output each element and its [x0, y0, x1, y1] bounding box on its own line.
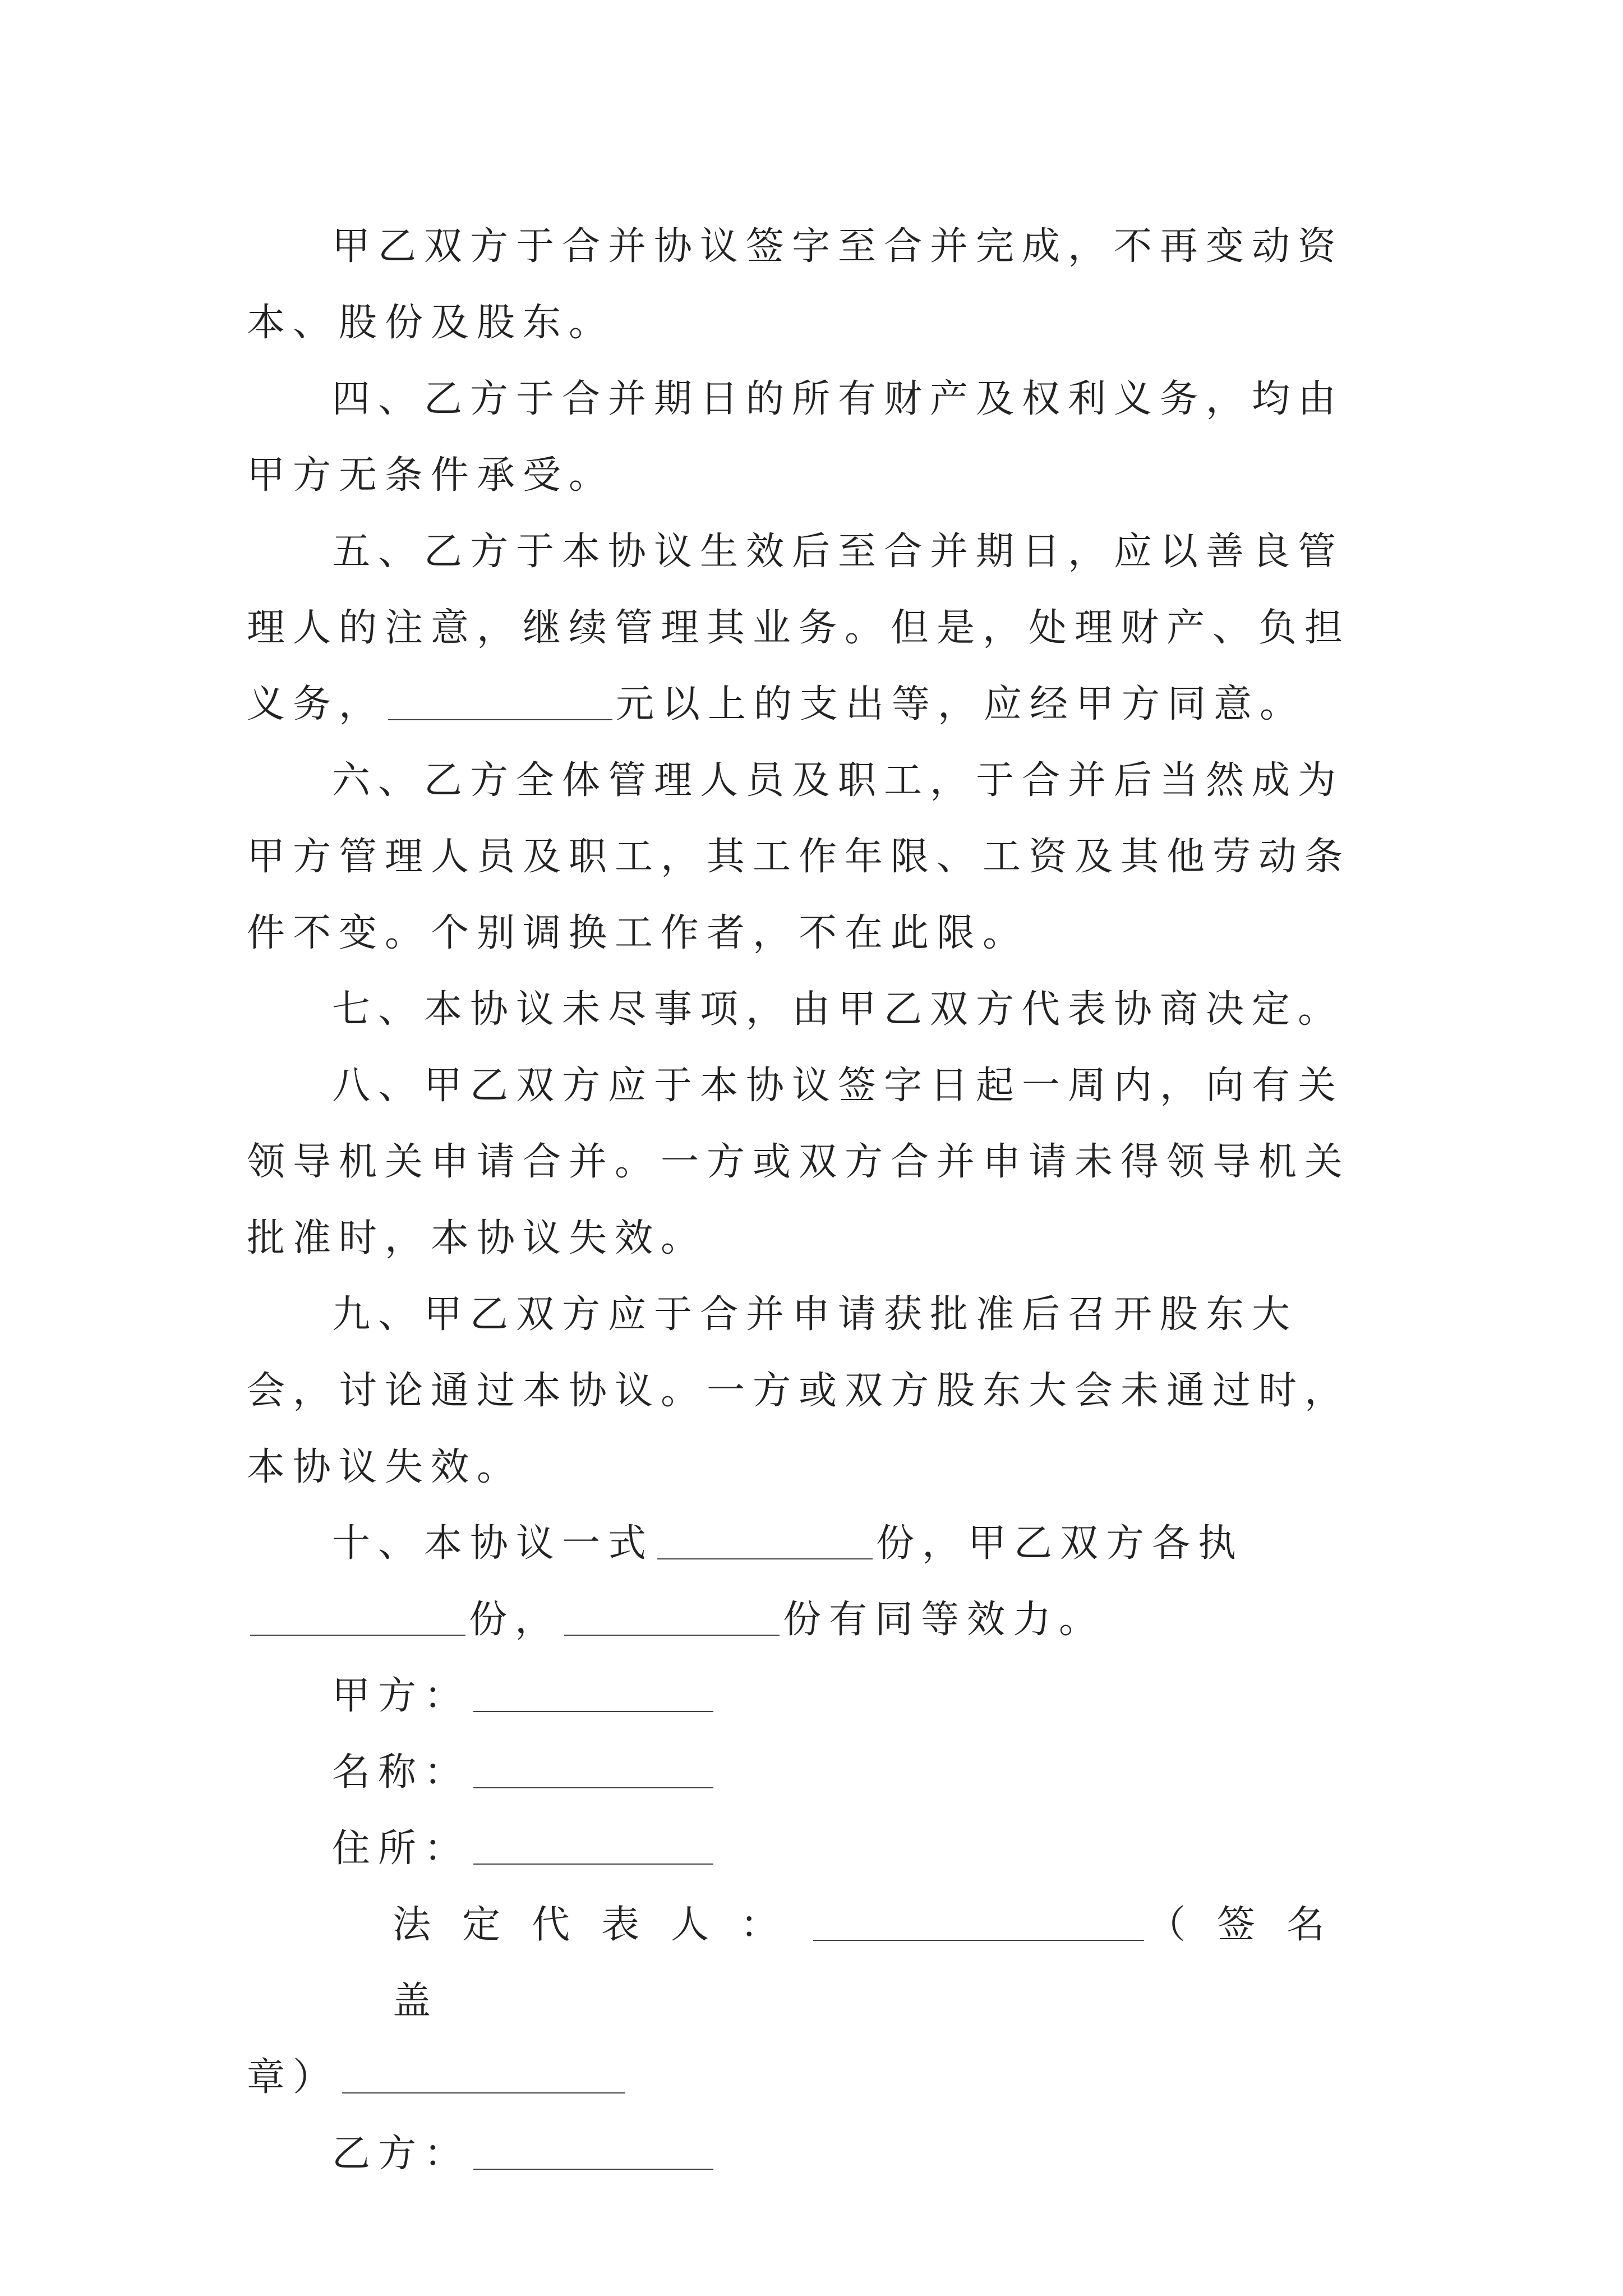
party-a-blank[interactable]	[473, 1673, 713, 1712]
party-a-line	[247, 1658, 1385, 1734]
name-blank[interactable]	[473, 1749, 713, 1788]
copies-other-blank[interactable]	[564, 1596, 780, 1636]
paragraph-text: 份，甲乙双方各执	[876, 1521, 1244, 1566]
paragraph-text: 八、甲乙双方应于本协议签字日起一周内，向有关领导机关申请合并。一方或双方合并申请未得领导机关批准时，本协议失效。	[247, 1064, 1351, 1260]
paragraph-five	[247, 514, 1385, 743]
paragraph-text: 十、本协议一式	[332, 1521, 654, 1566]
paragraph-six	[247, 743, 1385, 972]
name-label: 名称：	[332, 1750, 471, 1795]
paragraph-four	[247, 361, 1385, 514]
agreement-body	[247, 209, 1385, 2192]
paragraph-text: 份有同等效力。	[783, 1598, 1105, 1642]
paragraph-text: 元以上的支出等，应经甲方同意。	[616, 682, 1306, 726]
address-label: 住所：	[332, 1826, 471, 1871]
legal-representative-label: 法定代表人：	[393, 1903, 810, 1947]
copies-each-blank[interactable]	[250, 1596, 465, 1636]
signature-seal-text: （签名盖	[393, 1903, 1357, 2023]
legal-representative-continuation	[247, 2040, 1385, 2116]
signature-seal-text: 章）	[247, 2055, 339, 2100]
paragraph-no-change-capital	[247, 209, 1385, 361]
amount-blank[interactable]	[388, 681, 612, 720]
paragraph-nine	[247, 1277, 1385, 1506]
legal-representative-blank[interactable]	[813, 1902, 1144, 1941]
party-b-blank[interactable]	[473, 2131, 713, 2170]
paragraph-seven	[247, 972, 1385, 1048]
paragraph-text: 四、乙方于合并期日的所有财产及权利义务，均由甲方无条件承受。	[247, 377, 1344, 498]
party-b-line	[247, 2116, 1385, 2192]
legal-representative-line	[247, 1887, 1385, 2040]
paragraph-eight	[247, 1048, 1385, 1277]
paragraph-ten	[247, 1506, 1385, 1658]
address-blank[interactable]	[473, 1825, 713, 1865]
paragraph-text: 九、甲乙双方应于合并申请获批准后召开股东大会，讨论通过本协议。一方或双方股东大会未通过时，本协议失效。	[247, 1292, 1351, 1489]
party-a-label: 甲方：	[332, 1674, 471, 1718]
paragraph-text: 五、乙方于本协议生效后至合并期日，应以善良管理人的注意，继续管理其业务。但是，处理财产、负担义务，	[247, 530, 1351, 726]
signature-continuation-blank[interactable]	[342, 2054, 625, 2093]
paragraph-text: 七、本协议未尽事项，由甲乙双方代表协商决定。	[332, 987, 1344, 1032]
party-b-label: 乙方：	[332, 2132, 471, 2176]
address-line	[247, 1811, 1385, 1887]
paragraph-text: 甲乙双方于合并协议签字至合并完成，不再变动资本、股份及股东。	[247, 224, 1344, 345]
paragraph-text: 份，	[469, 1598, 561, 1642]
name-line	[247, 1734, 1385, 1811]
copies-total-blank[interactable]	[657, 1520, 873, 1559]
paragraph-text: 六、乙方全体管理人员及职工，于合并后当然成为甲方管理人员及职工，其工作年限、工资及其他劳动条件不变。个别调换工作者，不在此限。	[247, 758, 1351, 955]
